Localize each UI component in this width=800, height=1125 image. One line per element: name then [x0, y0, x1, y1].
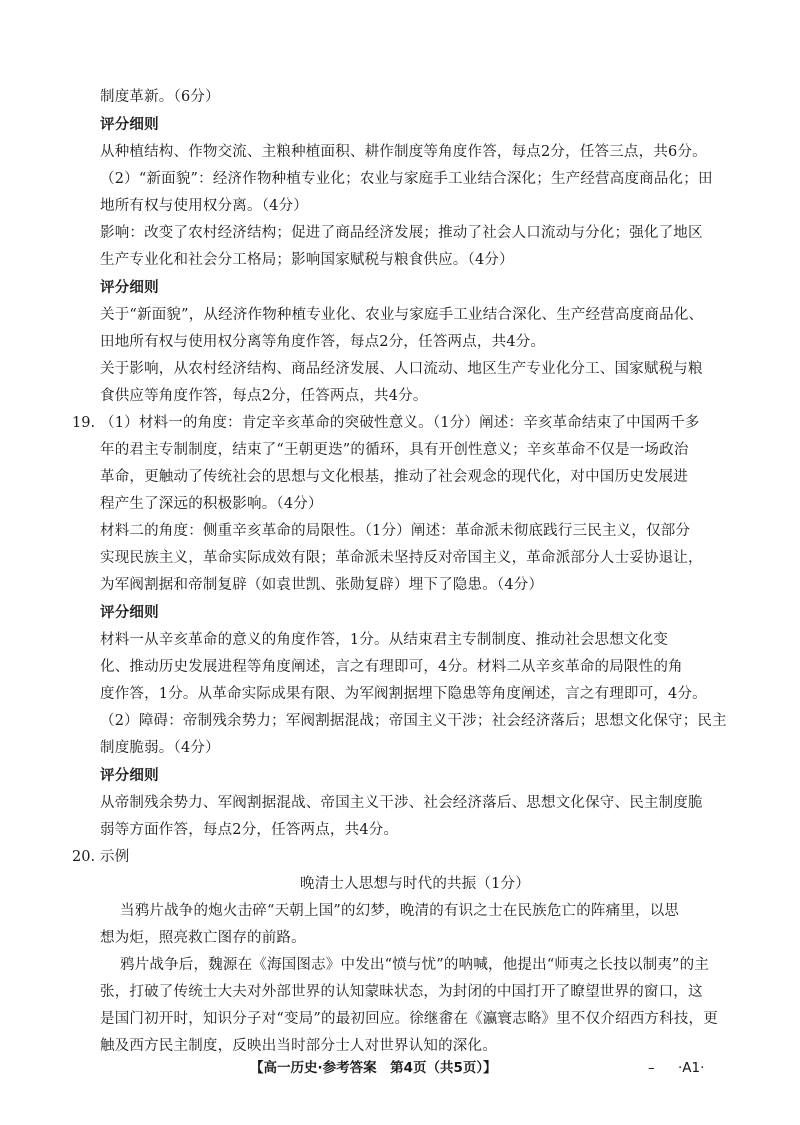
text-line: 当鸦片战争的炮火击碎“天朝上国”的幻梦，晚清的有识之士在民族危亡的阵痛里，以思 [120, 903, 680, 919]
footer-paper-code: ·A1· [678, 1060, 705, 1076]
scoring-rules-heading: 评分细则 [100, 605, 159, 621]
text-line: 制度脆弱。（4分） [100, 740, 220, 756]
text-line: 程产生了深远的积极影响。（4分） [100, 496, 323, 512]
question-number-20: 20. [72, 849, 96, 865]
text-line: （1）材料一的角度：肯定辛亥革命的突破性意义。（1分）阐述：辛亥革命结束了中国两千多 [100, 415, 700, 431]
text-line: 关于影响，从农村经济结构、商品经济发展、人口流动、地区生产专业化分工、国家赋税与粮 [100, 361, 703, 377]
text-line: （2）“新面貌”：经济作物种植专业化；农业与家庭手工业结合深化；生产经营高度商品化；田 [100, 171, 713, 187]
page-footer: 【高一历史·参考答案 第4页（共5页）】 [250, 1060, 497, 1076]
text-line: 触及西方民主制度，反映出当时部分士人对世界认知的深化。 [100, 1038, 497, 1054]
footer-dash: – [648, 1060, 655, 1076]
example-label: 示例 [100, 849, 130, 865]
text-line: 弱等方面作答，每点2分，任答两点，共4分。 [100, 822, 399, 838]
scoring-rules-heading: 评分细则 [100, 768, 159, 784]
text-line: 生产专业化和社会分工格局；影响国家赋税与粮食供应。（4分） [100, 252, 514, 268]
text-line: 关于“新面貌”，从经济作物种植专业化、农业与家庭手工业结合深化、生产经营高度商品化、 [100, 307, 704, 323]
text-line: 张，打破了传统士大夫对外部世界的认知蒙昧状态，为封闭的中国打开了瞭望世界的窗口，这 [100, 984, 703, 1000]
text-line: 想为炬，照亮救亡图存的前路。 [100, 930, 306, 946]
text-line: 度作答，1分。从革命实际成果有限、为军阀割据埋下隐患等角度阐述，言之有理即可，4分。 [100, 686, 707, 702]
question-number-19: 19. [72, 415, 96, 431]
text-line: 制度革新。（6分） [100, 89, 220, 105]
text-line: 为军阀割据和帝制复辟（如袁世凯、张勋复辟）埋下了隐患。（4分） [100, 577, 544, 593]
text-line: （2）障碍：帝制残余势力；军阀割据混战；帝国主义干涉；社会经济落后；思想文化保守；民主 [100, 713, 727, 729]
text-line: 田地所有权与使用权分离等角度作答，每点2分，任答两点，共4分。 [100, 334, 546, 350]
text-line: 年的君主专制制度，结束了“王朝更迭”的循环，具有开创性意义；辛亥革命不仅是一场政治 [100, 442, 689, 458]
text-line: 革命，更触动了传统社会的思想与文化根基，推动了社会观念的现代化，对中国历史发展进 [100, 469, 688, 485]
text-line: 鸦片战争后，魏源在《海国图志》中发出“愤与忧”的呐喊，他提出“师夷之长技以制夷”的主 [120, 957, 710, 973]
text-line: 食供应等角度作答，每点2分，任答两点，共4分。 [100, 388, 428, 404]
text-line: 从帝制残余势力、军阀割据混战、帝国主义干涉、社会经济落后、思想文化保守、民主制度脆 [100, 795, 703, 811]
scoring-rules-heading: 评分细则 [100, 117, 159, 133]
text-line: 实现民族主义，革命实际成效有限；革命派未坚持反对帝国主义，革命派部分人士妥协退让， [100, 550, 703, 566]
essay-title: 晚清士人思想与时代的共振（1分） [300, 876, 530, 892]
text-line: 材料二的角度：侧重辛亥革命的局限性。（1分）阐述：革命派未彻底践行三民主义，仅部分 [100, 523, 691, 539]
text-line: 地所有权与使用权分离。（4分） [100, 198, 308, 214]
text-line: 化、推动历史发展进程等角度阐述，言之有理即可，4分。材料二从辛亥革命的局限性的角 [100, 659, 683, 675]
text-line: 是国门初开时，知识分子对“变局”的最初回应。徐继畬在《瀛寰志略》里不仅介绍西方科技，更 [100, 1011, 718, 1027]
text-line: 材料一从辛亥革命的意义的角度作答，1分。从结束君主专制制度、推动社会思想文化变 [100, 632, 669, 648]
text-line: 影响：改变了农村经济结构；促进了商品经济发展；推动了社会人口流动与分化；强化了地区 [100, 225, 703, 241]
scoring-rules-heading: 评分细则 [100, 280, 159, 296]
text-line: 从种植结构、作物交流、主粮种植面积、耕作制度等角度作答，每点2分，任答三点，共6分。 [100, 144, 707, 160]
